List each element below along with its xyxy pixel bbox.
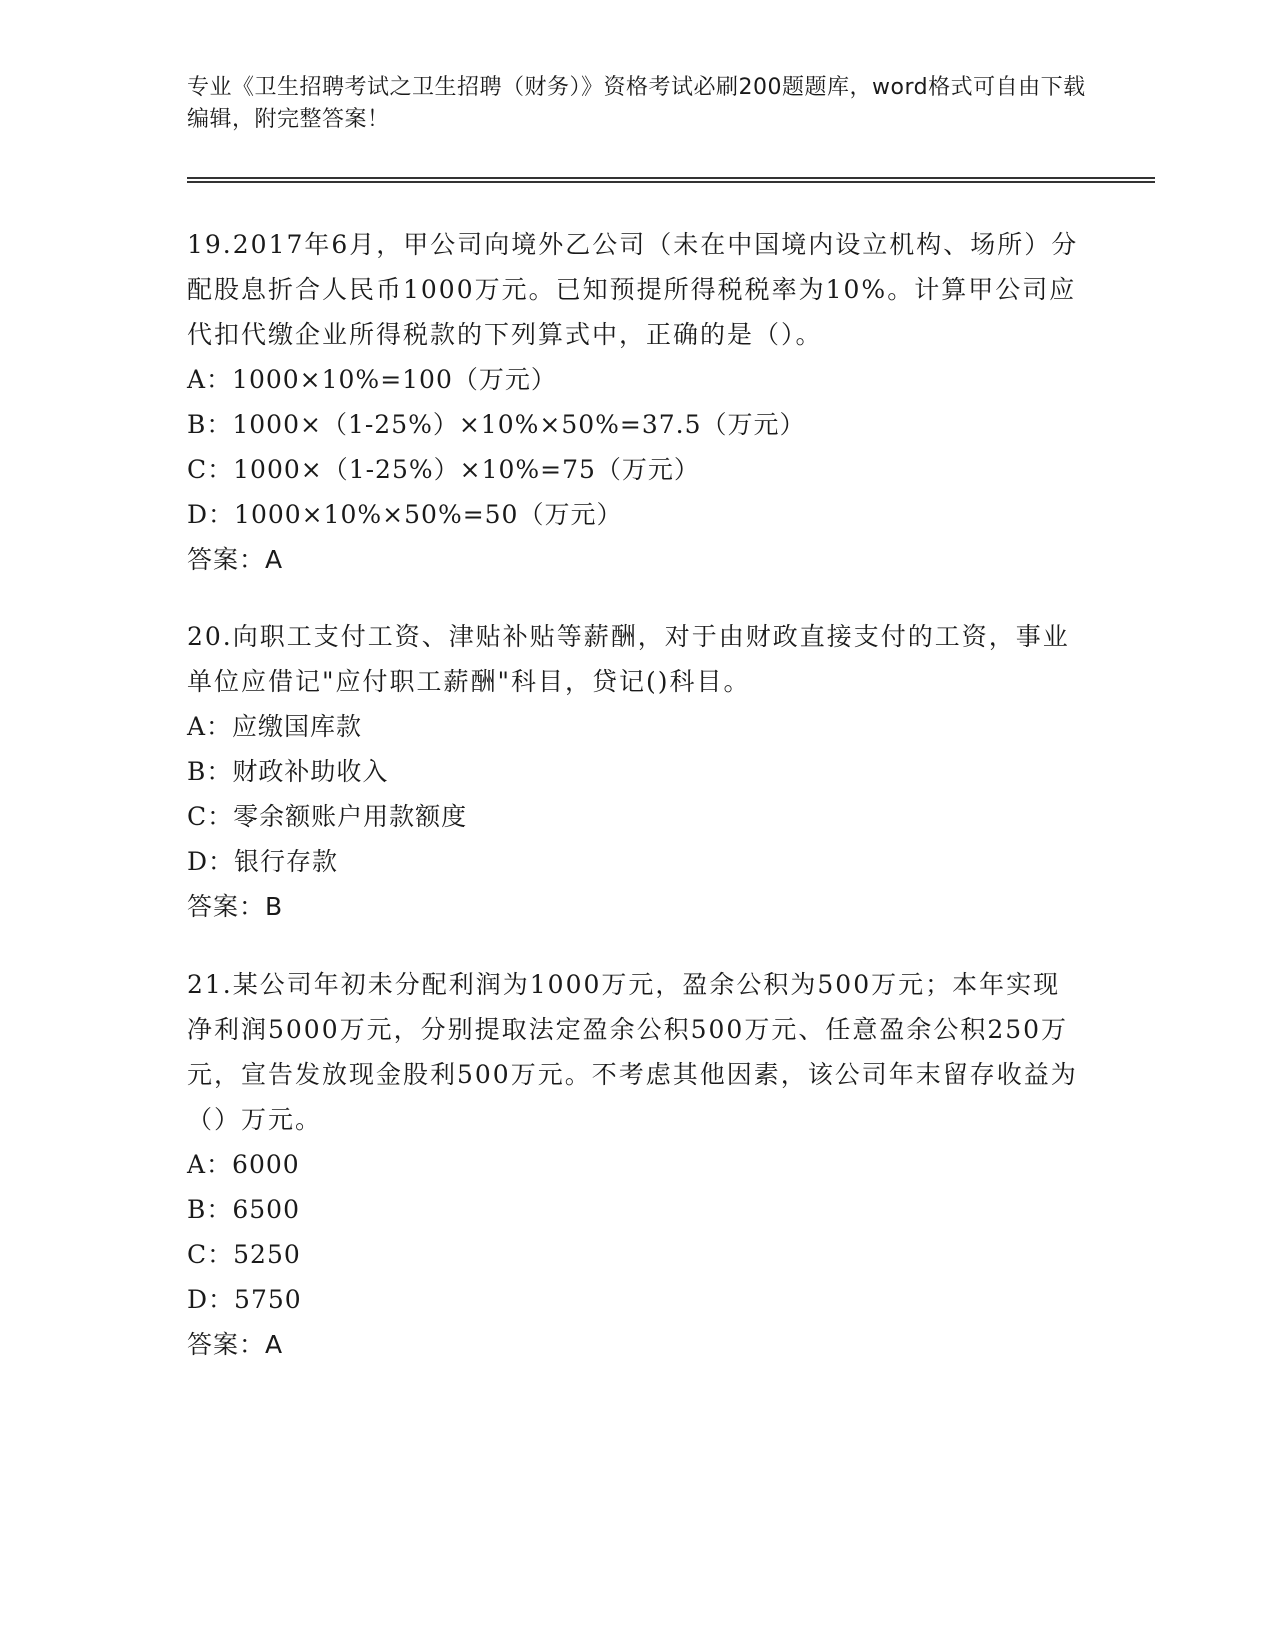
answer: 答案：B [187, 892, 284, 921]
question-19 [187, 222, 1087, 582]
document-header: 专业《卫生招聘考试之卫生招聘（财务）》资格考试必刷200题题库，word格式可自由下载编辑，附完整答案！ [187, 75, 1086, 132]
question-21 [187, 962, 1087, 1367]
option-b: B：1000×（1-25%）×10%×50%=37.5（万元） [187, 410, 806, 439]
option-a: A：1000×10%=100（万元） [187, 365, 557, 394]
question-stem: 20.向职工支付工资、津贴补贴等薪酬，对于由财政直接支付的工资，事业单位应借记"应付职工薪酬"科目，贷记()科目。 [187, 622, 1070, 696]
option-d: D：1000×10%×50%=50（万元） [187, 500, 623, 529]
option-c: C：零余额账户用款额度 [187, 802, 468, 831]
option-d: D：银行存款 [187, 847, 339, 876]
option-c: C：1000×（1-25%）×10%=75（万元） [187, 455, 700, 484]
question-20 [187, 614, 1087, 929]
option-b: B：6500 [187, 1195, 300, 1224]
option-c: C：5250 [187, 1240, 301, 1269]
option-a: A：6000 [187, 1150, 300, 1179]
header-divider [187, 177, 1155, 183]
option-b: B：财政补助收入 [187, 757, 389, 786]
answer: 答案：A [187, 545, 284, 574]
question-stem: 19.2017年6月，甲公司向境外乙公司（未在中国境内设立机构、场所）分配股息折合人民币1000万元。已知预提所得税税率为10%。计算甲公司应代扣代缴企业所得税款的下列算式中，正确的是（）。 [187, 230, 1079, 349]
option-d: D：5750 [187, 1285, 302, 1314]
answer: 答案：A [187, 1330, 284, 1359]
question-stem: 21.某公司年初未分配利润为1000万元，盈余公积为500万元；本年实现净利润5000万元，分别提取法定盈余公积500万元、任意盈余公积250万元，宣告发放现金股利500万元。不考虑其他因素，该公司年末留存收益为（）万元。 [187, 970, 1078, 1134]
option-a: A：应缴国库款 [187, 712, 363, 741]
